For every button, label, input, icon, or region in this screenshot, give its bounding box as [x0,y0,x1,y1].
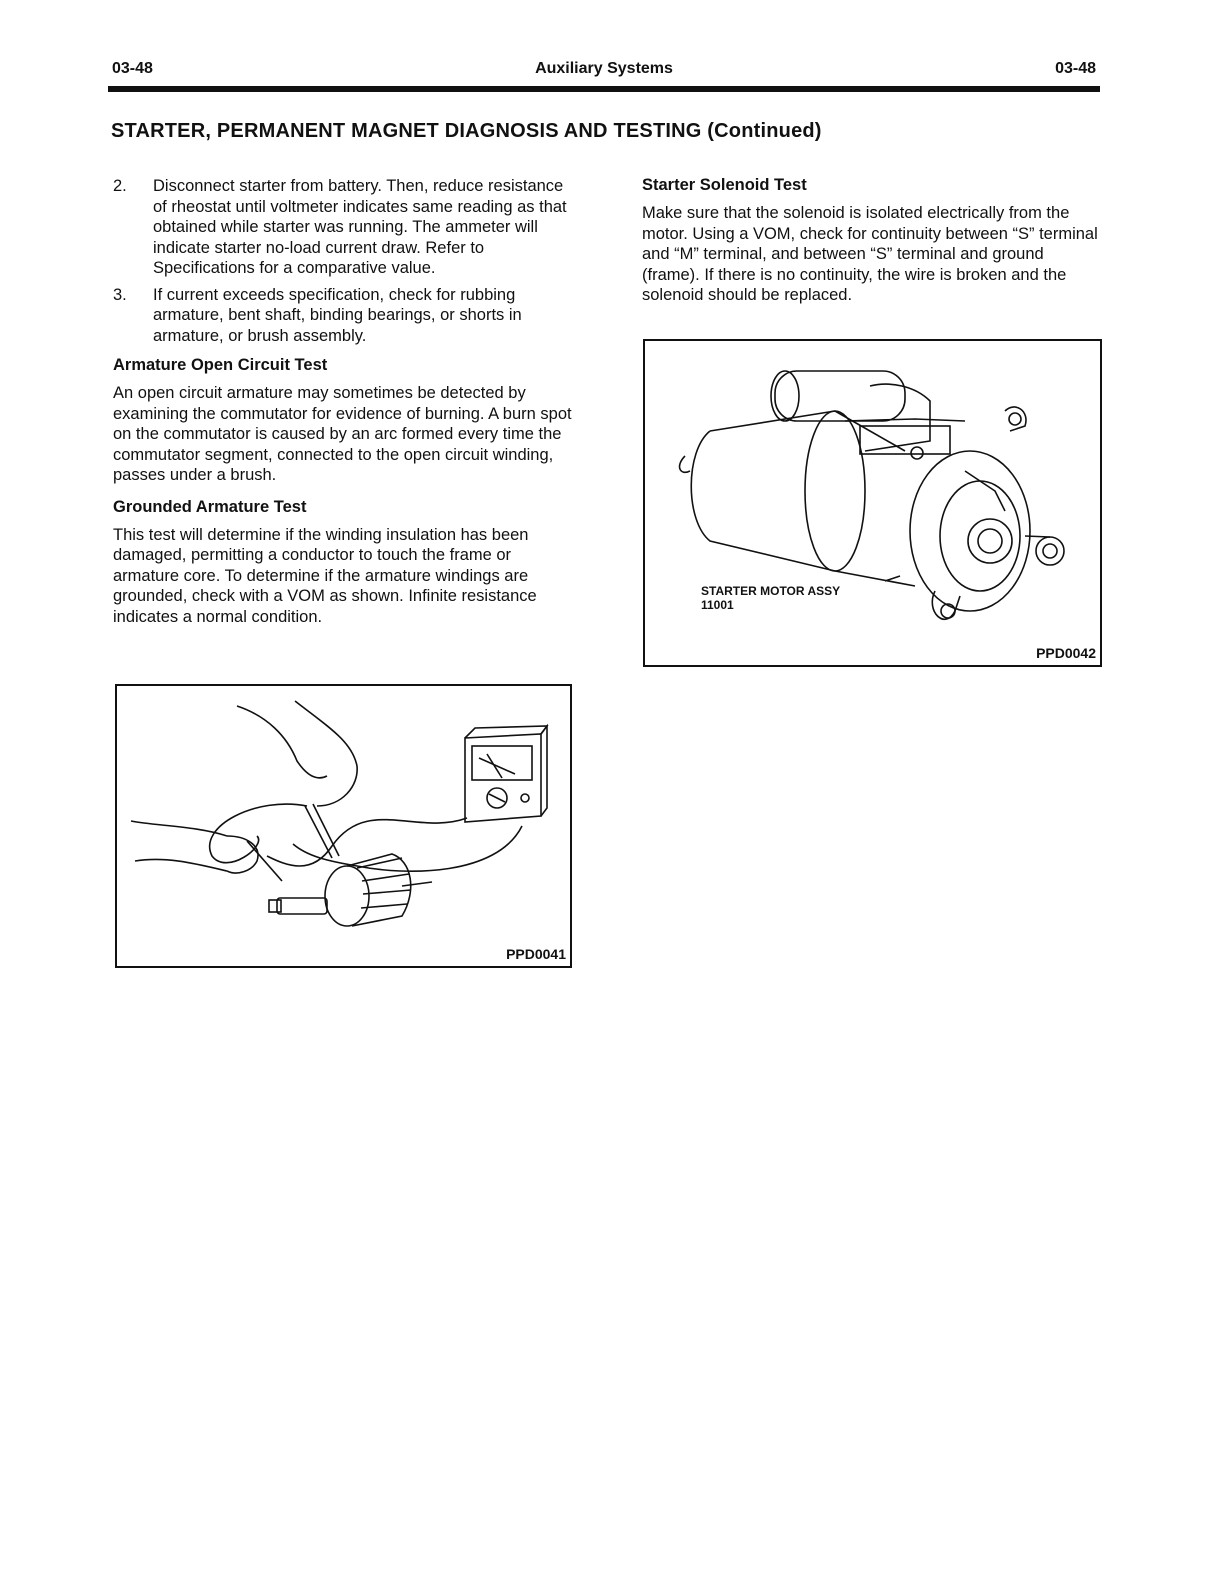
solenoid-body: Make sure that the solenoid is isolated electrically from the motor. Using a VOM, check for continuity between “S” terminal and “M” terminal, and between “S” terminal and ground (frame). If there is no continuity, the wire is broken and the solenoid should be replaced. [642,204,1098,304]
step-number: 3. [113,285,127,304]
page-number-left: 03-48 [112,60,153,77]
solenoid-heading: Starter Solenoid Test [642,176,807,194]
armature-open-heading: Armature Open Circuit Test [113,356,328,374]
page-header [110,60,1098,84]
vom-armature-illustration [117,686,570,966]
right-column [642,176,1102,306]
figure-label-number: 11001 [701,598,734,612]
figure-id: PPD0042 [1036,645,1096,661]
step-3 [113,285,573,347]
starter-motor-illustration [645,341,1100,665]
figure-id: PPD0041 [506,946,566,962]
armature-open-body: An open circuit armature may sometimes be detected by examining the commutator for evidence of burning. A burn spot on the commutator is caused by an arc formed every time the commutator segment, connected to the open circuit winding, passes under a brush. [113,384,572,484]
page-number-right: 03-48 [1055,60,1096,77]
left-column [113,176,573,627]
figure-vom-armature-test [115,684,572,968]
step-text: Disconnect starter from battery. Then, reduce resistance of rheostat until voltmeter indicates same reading as that obtained while starter was running. The ammeter will indicate starter no-load current draw. Refer to Specifications for a comparative value. [153,177,567,277]
step-text: If current exceeds specification, check for rubbing armature, bent shaft, binding bearings, or shorts in armature, or brush assembly. [153,285,522,345]
header-rule [108,86,1100,92]
header-title: Auxiliary Systems [535,60,673,77]
section-title: STARTER, PERMANENT MAGNET DIAGNOSIS AND TESTING (Continued) [111,120,822,142]
figure-starter-motor-assy [643,339,1102,667]
step-number: 2. [113,177,127,195]
step-2 [113,176,573,279]
grounded-armature-body: This test will determine if the winding insulation has been damaged, permitting a conductor to touch the frame or armature core. To determine if the armature windings are grounded, check with a VOM as shown. Infinite resistance indicates a normal condition. [113,525,537,626]
grounded-armature-heading: Grounded Armature Test [113,497,307,516]
figure-label-title: STARTER MOTOR ASSY [701,584,841,598]
figure-label [701,584,840,612]
